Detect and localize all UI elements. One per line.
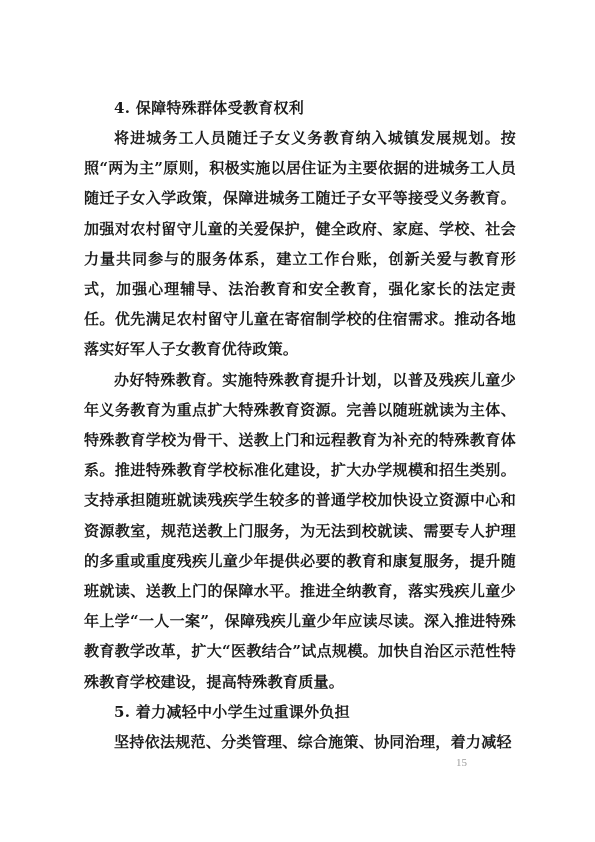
page-number: 15 (456, 757, 467, 769)
section-4-paragraph-2: 办好特殊教育。实施特殊教育提升计划，以普及残疾儿童少年义务教育为重点扩大特殊教育资源。完善以随班就读为主体、特殊教育学校为骨干、送教上门和远程教育为补充的特殊教育体系。推进特殊教育学校标准化建设，扩大办学规模和招生类别。支持承担随班就读残疾学生较多的普通学校加快设立资源中心和资源教室，规范送教上门服务，为无法到校就读、需要专人护理的多重或重度残疾儿童少年提供必要的教育和康复服务，提升随班就读、送教上门的保障水平。推进全纳教育，落实残疾儿童少年上学“一人一案”，保障残疾儿童少年应读尽读。深入推进特殊教育教学改革，扩大“医教结合”试点规模。加快自治区示范性特殊教育学校建设，提高特殊教育质量。 (84, 370, 516, 691)
section-4-heading: 4. 保障特殊群体受教育权利 (114, 99, 305, 117)
section-4-paragraph-1: 将进城务工人员随迁子女义务教育纳入城镇发展规划。按照“两为主”原则，积极实施以居住证为主要依据的进城务工人员随迁子女入学政策，保障进城务工随迁子女平等接受义务教育。加强对农村留守儿童的关爱保护，健全政府、家庭、学校、社会力量共同参与的服务体系，建立工作台账，创新关爱与教育形式，加强心理辅导、法治教育和安全教育，强化家长的法定责任。优先满足农村留守儿童在寄宿制学校的住宿需求。推动各地落实好军人子女教育优待政策。 (84, 129, 516, 359)
section-5-paragraph-1: 坚持依法规范、分类管理、综合施策、协同治理，着力减轻 (114, 732, 512, 751)
body-text (84, 93, 516, 757)
section-5-heading: 5. 着力减轻中小学生过重课外负担 (114, 702, 350, 721)
